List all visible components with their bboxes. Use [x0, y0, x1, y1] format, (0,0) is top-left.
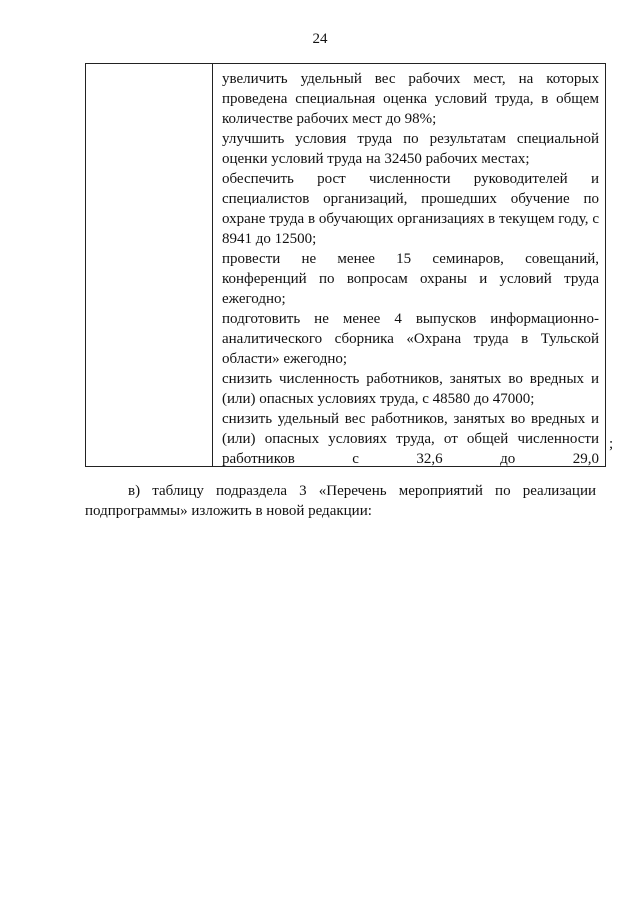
list-item: увеличить удельный вес рабочих мест, на которых проведена специальная оценка условий труда, в общем количестве рабочих мест до 98%; — [222, 71, 599, 127]
list-item: снизить удельный вес работников, занятых во вредных и (или) опасных условиях труда, от общей численности работников с 32,6 до 29,0 — [222, 411, 599, 467]
body-paragraph: в) таблицу подраздела 3 «Перечень мероприятий по реализации подпрограммы» изложить в новой редакции: — [85, 483, 596, 519]
table-cell-targets — [222, 69, 599, 469]
goals-table — [85, 63, 606, 467]
list-item: подготовить не менее 4 выпусков информационно-аналитического сборника «Охрана труда в Тульской области» ежегодно; — [222, 311, 599, 367]
list-item: обеспечить рост численности руководителей и специалистов организаций, прошедших обучение по охране труда в обучающих организациях в текущем году, с 8941 до 12500; — [222, 171, 599, 247]
list-item: улучшить условия труда по результатам специальной оценки условий труда на 32450 рабочих местах; — [222, 131, 599, 167]
table-closing-mark: ; — [609, 436, 614, 452]
list-item: провести не менее 15 семинаров, совещаний, конференций по вопросам охраны и условий труда ежегодно; — [222, 251, 599, 307]
list-item: снизить численность работников, занятых во вредных и (или) опасных условиях труда, с 48580 до 47000; — [222, 371, 599, 407]
page-number: 24 — [312, 31, 328, 47]
table-column-divider — [212, 64, 213, 466]
